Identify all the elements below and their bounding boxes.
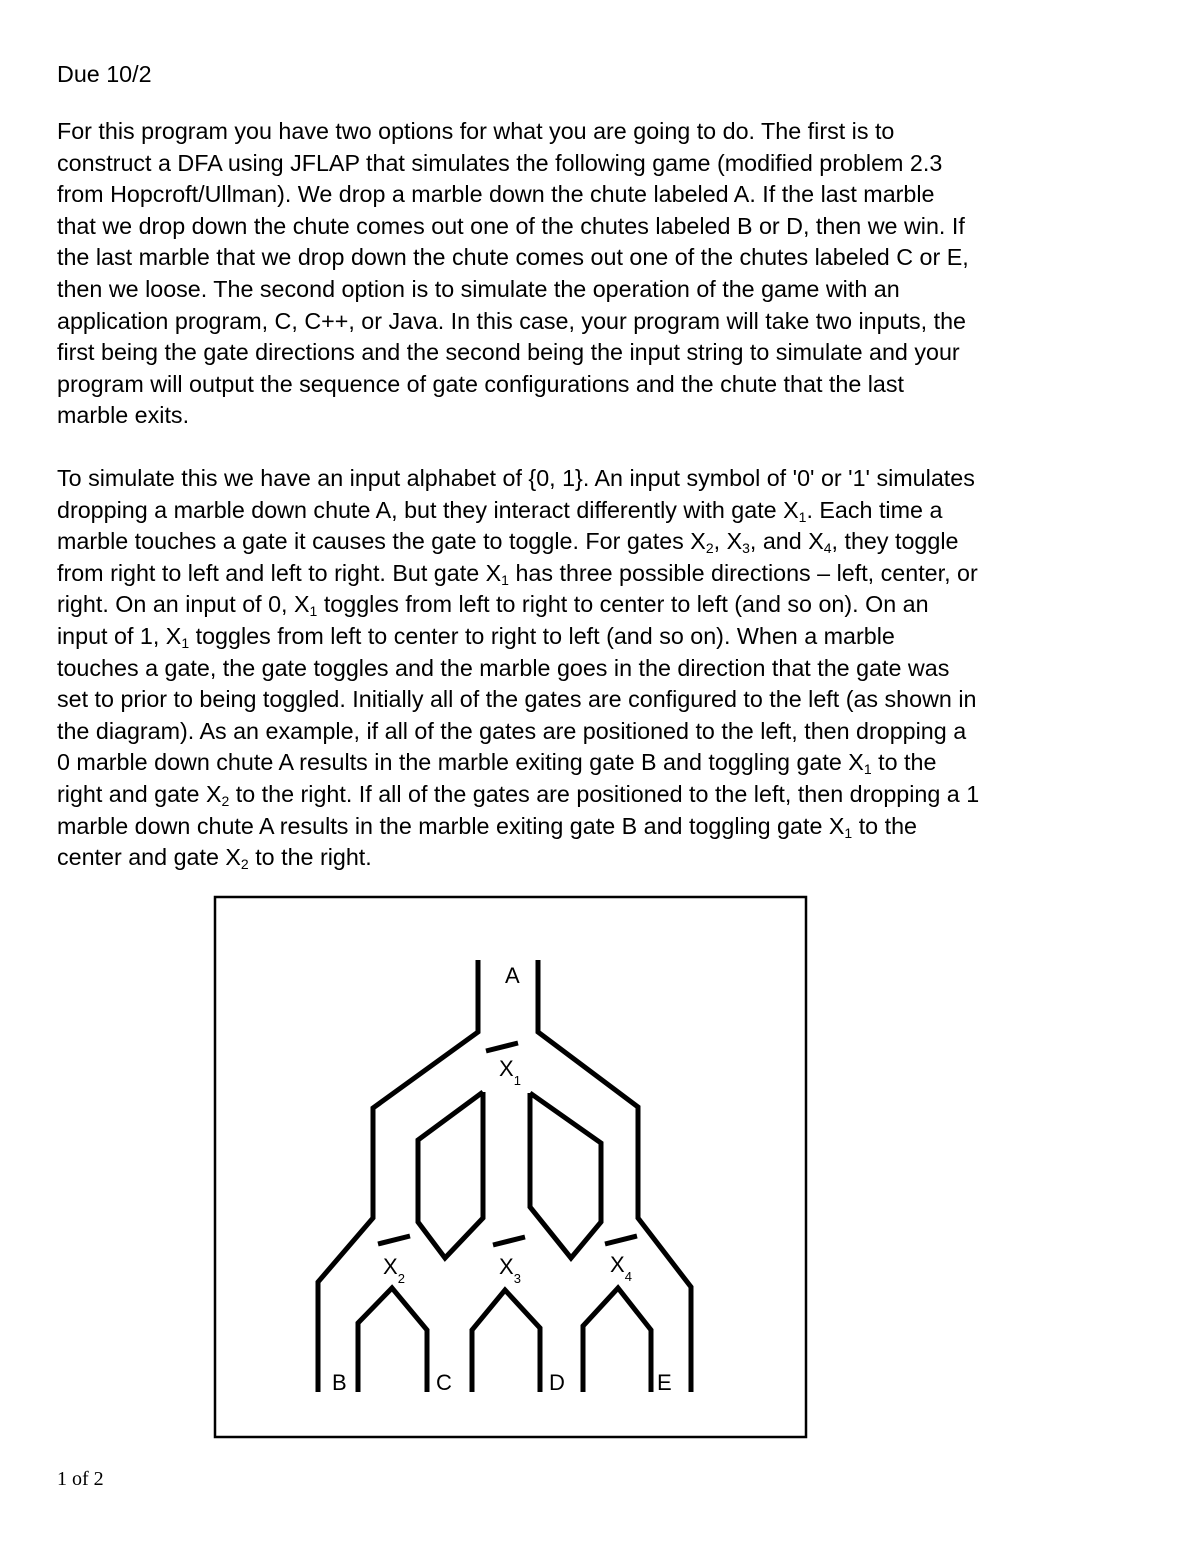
text-segment: input of 1, X xyxy=(57,622,182,649)
text-line: then we loose. The second option is to simulate the operation of the game with an xyxy=(57,275,900,302)
text-segment: from right to left and left to right. But gate X xyxy=(57,559,502,586)
due-date: Due 10/2 xyxy=(57,61,152,87)
chute-walls xyxy=(318,960,691,1392)
gate-label-x4: $X_4$ xyxy=(610,1252,632,1284)
exit-label-b: B xyxy=(332,1370,347,1395)
text-segment: set to prior to being toggled. Initially all of the gates are configured to the left (as shown in xyxy=(57,686,977,713)
text-line: program will output the sequence of gate configurations and the chute that the last xyxy=(57,370,905,397)
chute-label-a: A xyxy=(505,963,520,988)
peak-x3 xyxy=(472,1290,540,1392)
gate-label-x3: $X_3$ xyxy=(499,1254,521,1286)
subscript: 1 xyxy=(798,508,807,525)
text-segment: , they toggle xyxy=(831,528,959,555)
page-number: 1 of 2 xyxy=(57,1468,104,1490)
subscript: 1 xyxy=(501,571,509,588)
subscript: 3 xyxy=(742,540,750,557)
text-line: first being the gate directions and the second being the input string to simulate and your xyxy=(57,339,960,366)
text-segment: . Each time a xyxy=(806,496,943,523)
text-segment: toggles from left to center to right to left (and so on). When a marble xyxy=(189,622,895,649)
text-segment: to the xyxy=(852,812,917,839)
text-line: application program, C, C++, or Java. In this case, your program will take two inputs, the xyxy=(57,307,966,334)
subscript: 1 xyxy=(863,761,872,778)
text-segment: 0 marble down chute A results in the marble exiting gate B and toggling gate X xyxy=(57,749,864,776)
text-segment: center and gate X xyxy=(57,844,241,871)
left-island xyxy=(418,1092,483,1258)
text-segment: , and X xyxy=(749,528,824,555)
subscript: 2 xyxy=(705,540,714,557)
peak-x2 xyxy=(358,1288,427,1392)
subscript: 2 xyxy=(240,856,249,873)
text-line: that we drop down the chute comes out one of the chutes labeled B or D, then we win. If xyxy=(57,212,965,239)
gate-x2-bar xyxy=(378,1236,410,1244)
subscript: 4 xyxy=(823,540,832,557)
text-segment: marble touches a gate it causes the gate to toggle. For gates X xyxy=(57,528,706,555)
outer-left-wall xyxy=(318,960,478,1392)
text-segment: toggles from left to right to center to left (and so on). On an xyxy=(317,591,929,618)
text-line: the last marble that we drop down the chute comes out one of the chutes labeled C or E, xyxy=(57,244,969,271)
gate-label-x1: $X_1$ xyxy=(499,1056,521,1088)
text-segment: right. On an input of 0, X xyxy=(57,591,310,618)
text-segment: to the right. If all of the gates are positioned to the left, then dropping a 1 xyxy=(229,780,980,807)
text-segment: right and gate X xyxy=(57,780,222,807)
text-segment: to the right. xyxy=(248,844,372,871)
text-line: marble exits. xyxy=(57,402,190,429)
peak-x4 xyxy=(583,1288,651,1392)
gate-x1-bar xyxy=(486,1043,518,1051)
exit-label-e: E xyxy=(657,1370,672,1395)
text-segment: touches a gate, the gate toggles and the marble goes in the direction that the gate was xyxy=(57,654,950,681)
text-segment: the diagram). As an example, if all of the gates are positioned to the left, then dropping a xyxy=(57,717,967,744)
outer-right-wall xyxy=(538,960,691,1392)
subscript: 2 xyxy=(221,792,230,809)
right-island xyxy=(530,1093,601,1258)
text-segment: to the xyxy=(871,749,937,776)
text-segment: , X xyxy=(713,528,743,555)
gate-label-x2: $X_2$ xyxy=(383,1254,405,1286)
subscript: 1 xyxy=(844,824,853,841)
text-line: For this program you have two options for what you are going to do. The first is to xyxy=(57,118,895,144)
gate-x3-bar xyxy=(493,1237,525,1245)
subscript: 1 xyxy=(181,634,190,651)
text-segment: dropping a marble down chute A, but they interact differently with gate X xyxy=(57,496,799,523)
exit-label-c: C xyxy=(436,1370,452,1395)
gate-x4-bar xyxy=(605,1236,637,1244)
text-line: from Hopcroft/Ullman). We drop a marble down the chute labeled A. If the last marble xyxy=(57,181,935,208)
text-segment: has three possible directions – left, center, or xyxy=(508,559,978,586)
text-segment: To simulate this we have an input alphabet of {0, 1}. An input symbol of '0' or '1' simulates xyxy=(57,465,975,491)
subscript: 1 xyxy=(309,603,318,620)
exit-label-d: D xyxy=(549,1370,565,1395)
text-line: construct a DFA using JFLAP that simulates the following game (modified problem 2.3 xyxy=(57,149,943,176)
text-segment: marble down chute A results in the marble exiting gate B and toggling gate X xyxy=(57,812,845,839)
